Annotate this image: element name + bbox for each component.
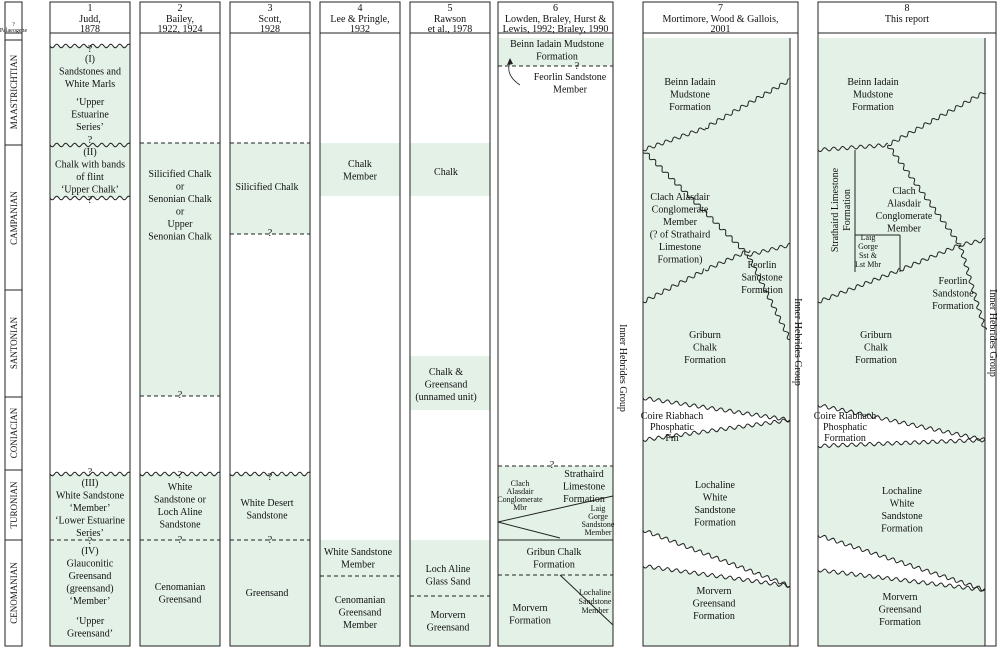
unit-label-feorlin-sandstone: Feorlin Sandstone Formation (741, 260, 783, 296)
unit-label-lochaline-white-sandstone: Lochaline White Sandstone Formation (881, 486, 923, 535)
unit-label-silicified-chalk: Silicified Chalk or Senonian Chalk or Upper Senonian Chalk (148, 169, 212, 243)
unit-label-strathaird-limestone: Strathaird Limestone Formation (562, 469, 606, 505)
stage-label-campanian: CAMPANIAN (9, 191, 19, 245)
unit-label-griburn-chalk: Griburn Chalk Formation (855, 330, 897, 366)
column-title: Lowden, Braley, Hurst & Lewis, 1992; Braley, 1990 (502, 14, 609, 35)
query-mark: ? (87, 467, 93, 478)
unit-label-white-sandstone-member: White Sandstone Member (323, 547, 393, 571)
unit-label-glauconitic-greensand: (IV) Glauconitic Greensand (greensand) ‘Member’ (66, 546, 114, 607)
unit-label-griburn-chalk: Griburn Chalk Formation (684, 330, 726, 366)
column-number: 1 (87, 3, 93, 14)
unit-label-beinn-iadain-mudstone: Beinn Iadain Mudstone Formation (510, 39, 604, 63)
stage-label-turonian: TURONIAN (9, 481, 19, 529)
stage-label-maastrichtian: MAASTRICHTIAN (9, 54, 19, 130)
unit-label-lochaline-white-sandstone: Lochaline White Sandstone Formation (694, 480, 736, 529)
unit-label-morvern-formation: Morvern Formation (509, 603, 551, 627)
query-mark: ? (177, 535, 183, 546)
query-mark: ? (549, 460, 555, 471)
unit-label-beinn-iadain-mudstone: Beinn Iadain Mudstone Formation (664, 77, 716, 113)
column-number: 3 (267, 3, 273, 14)
unit-label-white-desert-sandstone: White Desert Sandstone (240, 498, 294, 522)
column-number: 7 (718, 3, 723, 14)
unit-label-silicified-chalk: Silicified Chalk (235, 182, 299, 193)
group-label-inner-hebrides: Inner Hebrides Group (617, 324, 628, 412)
unit-label-upper-estuarine-series: ‘Upper Estuarine Series’ (71, 97, 109, 133)
unit-label-laig-gorge-sandstone-member: Laig Gorge Sandstone Member (581, 504, 615, 537)
unit-label-laig-gorge-sst-lst-mbr: Laig Gorge Sst & Lst Mbr (855, 233, 881, 269)
column-title: Scott, 1928 (258, 14, 282, 35)
group-label-inner-hebrides: Inner Hebrides Group (792, 298, 803, 386)
query-mark: ? (87, 135, 93, 146)
unit-label-morvern-greensand: Morvern Greensand Formation (692, 586, 736, 622)
query-mark: ? (267, 472, 273, 483)
stage-label-palaeogene: ? Palaeogene (0, 22, 28, 34)
unit-label-chalk: Chalk (434, 167, 458, 178)
unit-label-upper-chalk: (II) Chalk with bands of flint ‘Upper Chalk’ (55, 147, 125, 196)
query-mark: ? (87, 195, 93, 206)
unit-label-clach-alasdair-conglomerate: Clach Alasdair Conglomerate Member (? of Strathaird Limestone Formation) (649, 192, 711, 266)
unit-label-loch-aline-glass-sand: Loch Aline Glass Sand (425, 564, 471, 588)
column-title: Mortimore, Wood & Gallois, 2001 (662, 14, 779, 35)
unit-label-morvern-greensand: Morvern Greensand Formation (878, 592, 922, 628)
unit-label-clach-alasdair-conglomerate: Clach Alasdair Conglomerate Member (875, 186, 933, 235)
unit-label-strathaird-limestone: Strathaird LimestoneFormation (830, 167, 853, 253)
column-number: 6 (553, 3, 558, 14)
stage-label-coniacian: CONIACIAN (9, 407, 19, 459)
column-number: 4 (357, 3, 363, 14)
unit-label-coire-riabhach: Coire Riabhach Phosphatic Fm (640, 411, 704, 444)
unit-label-white-sandstone-member: (III) White Sandstone ‘Member’ ‘Lower Estuarine Series’ (55, 478, 125, 539)
unit-label-feorlin-sandstone-member: Feorlin Sandstone Member (533, 72, 607, 96)
query-mark: ? (267, 228, 273, 239)
column-number: 5 (447, 3, 453, 14)
unit-label-cenomanian-greensand: Cenomanian Greensand (154, 582, 206, 606)
query-mark: ? (574, 61, 580, 72)
unit-label-gribun-chalk-formation: Gribun Chalk Formation (526, 547, 582, 571)
unit-label-greensand: Greensand (245, 588, 289, 599)
unit-label-white-sandstone-loch-aline: White Sandstone or Loch Aline Sandstone (154, 482, 206, 531)
unit-label-clach-alasdair-mbr: Clach Alasdair Conglomerate Mbr (497, 479, 543, 512)
query-mark: ? (87, 536, 93, 547)
unit-label-sandstones-white-marls: (I) Sandstones and White Marls (59, 54, 121, 90)
query-mark: ? (177, 470, 183, 481)
query-mark: ? (87, 44, 93, 55)
unit-label-chalk-greensand: Chalk & Greensand (unnamed unit) (415, 367, 477, 403)
query-mark: ? (177, 390, 183, 401)
column-title: Lee & Pringle, 1932 (330, 14, 390, 35)
column-title: Bailey, 1922, 1924 (157, 14, 203, 35)
unit-label-feorlin-sandstone: Feorlin Sandstone Formation (932, 276, 974, 312)
group-label-inner-hebrides: Inner Hebrides Group (987, 289, 998, 377)
column-number: 8 (904, 3, 910, 14)
unit-label-cenomanian-greensand-member: Cenomanian Greensand Member (334, 595, 386, 631)
stage-label-santonian: SANTONIAN (9, 316, 19, 370)
column-title: Rawson et al., 1978 (427, 14, 473, 35)
column-title: Judd, 1878 (79, 14, 101, 35)
unit-label-beinn-iadain-mudstone: Beinn Iadain Mudstone Formation (847, 77, 899, 113)
stage-label-cenomanian: CENOMANIAN (9, 562, 19, 624)
unit-label-lochaline-sandstone-member: Lochaline Sandstone Member (578, 588, 612, 615)
column-number: 2 (177, 3, 183, 14)
query-mark: ? (267, 535, 273, 546)
unit-label-chalk-member: Chalk Member (343, 159, 377, 183)
unit-label-upper-greensand: ‘Upper Greensand’ (66, 616, 114, 640)
column-title: This report (884, 14, 930, 25)
unit-label-morvern-greensand: Morvern Greensand (426, 610, 470, 634)
unit-label-coire-riabhach: Coire Riabhach Phosphatic Formation (813, 411, 877, 444)
